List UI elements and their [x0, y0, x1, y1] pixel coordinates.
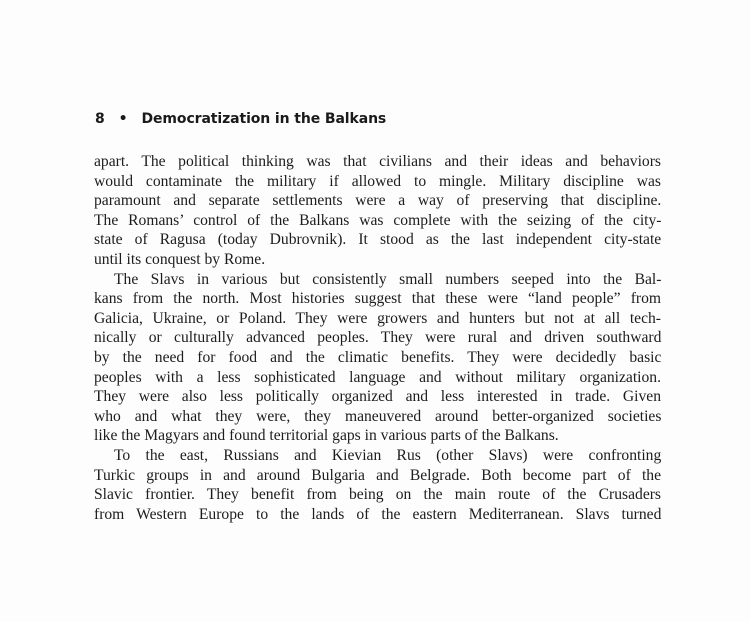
- text-line: like the Magyars and found territorial gaps in various parts of the Balkans.: [94, 427, 559, 445]
- text-line: apart. The political thinking was that civilians and their ideas and behaviors: [94, 153, 661, 170]
- text-line: Turkic groups in and around Bulgaria and Belgrade. Both become part of the: [94, 466, 661, 484]
- text-line: peoples with a less sophisticated language and without military organization.: [94, 368, 661, 386]
- paragraph-first-line: The Slavs in various but consistently small numbers seeped into the Bal-: [114, 270, 662, 288]
- header-bullet: •: [118, 111, 128, 127]
- text-line: would contaminate the military if allowed to mingle. Military discipline was: [94, 172, 661, 190]
- text-line: paramount and separate settlements were a way of preserving that discipline.: [94, 192, 662, 210]
- text-line: Slavic frontier. They benefit from being on the main route of the Crusaders: [94, 486, 661, 504]
- running-title: Democratization in the Balkans: [141, 111, 387, 127]
- paragraph-first-line: To the east, Russians and Kievian Rus (other Slavs) were confronting: [114, 446, 662, 464]
- text-line: kans from the north. Most histories suggest that these were “land people” from: [94, 290, 661, 308]
- body-text: [94, 152, 661, 524]
- text-line: nically or culturally advanced peoples. They were rural and driven southward: [94, 329, 662, 347]
- running-header: [95, 111, 386, 127]
- text-line: from Western Europe to the lands of the eastern Mediterranean. Slavs turned: [94, 505, 662, 523]
- text-line: by the need for food and the climatic benefits. They were decidedly basic: [94, 348, 662, 366]
- text-line: state of Ragusa (today Dubrovnik). It stood as the last independent city-state: [94, 231, 662, 249]
- text-line: who and what they were, they maneuvered around better-organized societies: [94, 407, 662, 425]
- page-number: 8: [95, 111, 105, 127]
- text-line: The Romans’ control of the Balkans was complete with the seizing of the city-: [94, 211, 662, 229]
- text-line: Galicia, Ukraine, or Poland. They were growers and hunters but not at all tech-: [94, 309, 661, 327]
- text-line: They were also less politically organized and less interested in trade. Given: [94, 388, 661, 406]
- text-line: until its conquest by Rome.: [94, 250, 266, 268]
